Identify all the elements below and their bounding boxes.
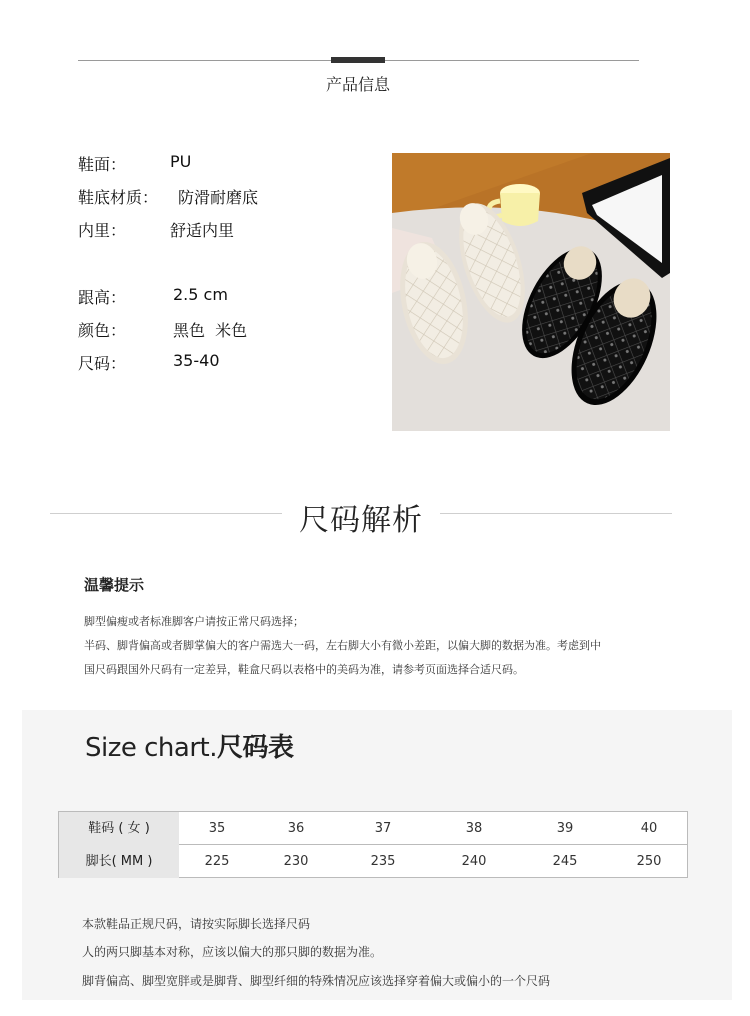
spec-value-heel: 2.5 cm [173,285,228,304]
table-cell: 245 [552,854,578,869]
size-note: 人的两只脚基本对称，应该以偏大的那只脚的数据为准。 [82,945,383,959]
size-table [58,811,688,878]
product-info-title: 产品信息 [325,75,390,94]
spec-value-upper: PU [170,152,192,171]
table-cell: 235 [370,854,396,869]
table-cell: 37 [374,821,392,836]
table-cell: 40 [640,821,658,836]
table-cell: 36 [287,821,305,836]
table-cell: 250 [636,854,662,869]
tip-heading: 温馨提示 [84,576,145,594]
spec-label-heel: 跟高： [78,288,127,307]
size-chart-title-en: Size chart. [85,733,217,763]
size-chart-title [85,727,294,764]
table-cell: 230 [283,854,309,869]
spec-label-upper: 鞋面： [78,155,127,174]
spec-value-lining: 舒适内里 [170,221,235,240]
product-photo [392,153,670,431]
spec-label-size: 尺码： [78,354,127,373]
section-divider-right [440,513,672,514]
table-cell: 35 [208,821,226,836]
size-note: 本款鞋品正规尺码，请按实际脚长选择尺码 [82,917,311,931]
tip-line: 脚型偏瘦或者标准脚客户请按正常尺码选择； [84,615,304,628]
size-analysis-title: 尺码解析 [299,503,423,538]
table-cell: 39 [556,821,574,836]
table-row [59,812,687,845]
table-row [59,845,687,878]
table-cell: 225 [204,854,230,869]
row-header-shoe-size: 鞋码 ( 女 ) [59,812,179,845]
spec-label-lining: 内里： [78,221,127,240]
size-chart-title-cn: 尺码表 [217,733,294,763]
header-accent-bar [331,57,385,63]
table-cell: 240 [461,854,487,869]
table-cell: 38 [465,821,483,836]
row-header-foot-length: 脚长( MM ) [59,845,179,878]
spec-label-sole: 鞋底材质： [78,188,159,207]
spec-label-color: 颜色： [78,321,127,340]
section-divider-left [50,513,282,514]
size-note: 脚背偏高、脚型宽胖或是脚背、脚型纤细的特殊情况应该选择穿着偏大或偏小的一个尺码 [82,974,551,988]
spec-value-sole: 防滑耐磨底 [178,188,259,207]
tip-line: 国尺码跟国外尺码有一定差异，鞋盒尺码以表格中的美码为准，请参考页面选择合适尺码。 [84,663,524,676]
tip-line: 半码、脚背偏高或者脚掌偏大的客户需选大一码，左右脚大小有微小差距，以偏大脚的数据为准。考虑到中 [84,639,601,652]
spec-value-size: 35-40 [173,351,220,370]
spec-value-color: 黑色 米色 [173,321,248,340]
